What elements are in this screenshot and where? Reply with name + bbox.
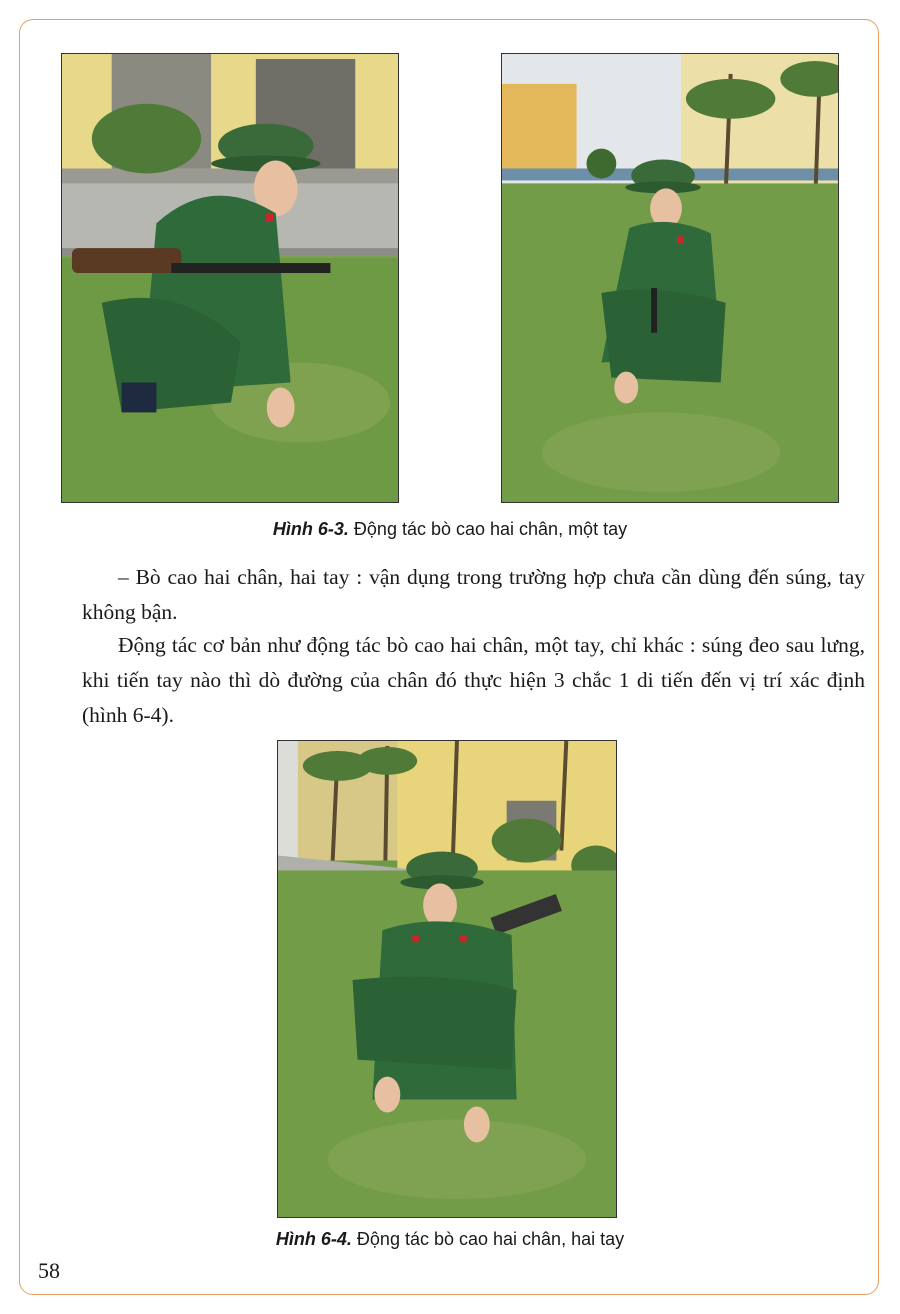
paragraph-1: – Bò cao hai chân, hai tay : vận dụng trong trường hợp chưa cần dùng đến súng, tay không bận. <box>82 565 865 624</box>
figure-6-4-photo <box>277 740 617 1218</box>
figure-6-3-label: Hình 6-3. <box>272 519 349 539</box>
figure-6-4-caption <box>0 1229 900 1250</box>
figure-6-3-photo-right <box>501 53 839 503</box>
figure-6-4-caption-text: Động tác bò cao hai chân, hai tay <box>356 1229 625 1249</box>
figure-6-4-label: Hình 6-4. <box>275 1229 352 1249</box>
figure-6-3-caption-text: Động tác bò cao hai chân, một tay <box>353 519 628 539</box>
figure-6-3-caption <box>0 519 900 540</box>
figure-6-3-photo-left <box>61 53 399 503</box>
page-number: 58 <box>38 1258 60 1283</box>
paragraph-2: Động tác cơ bản như động tác bò cao hai chân, một tay, chỉ khác : súng đeo sau lưng, khi tiến tay nào thì dò đường của chân đó thực hiện 3 chắc 1 di tiến đến vị trí xác định (hình 6-4). <box>82 633 865 727</box>
